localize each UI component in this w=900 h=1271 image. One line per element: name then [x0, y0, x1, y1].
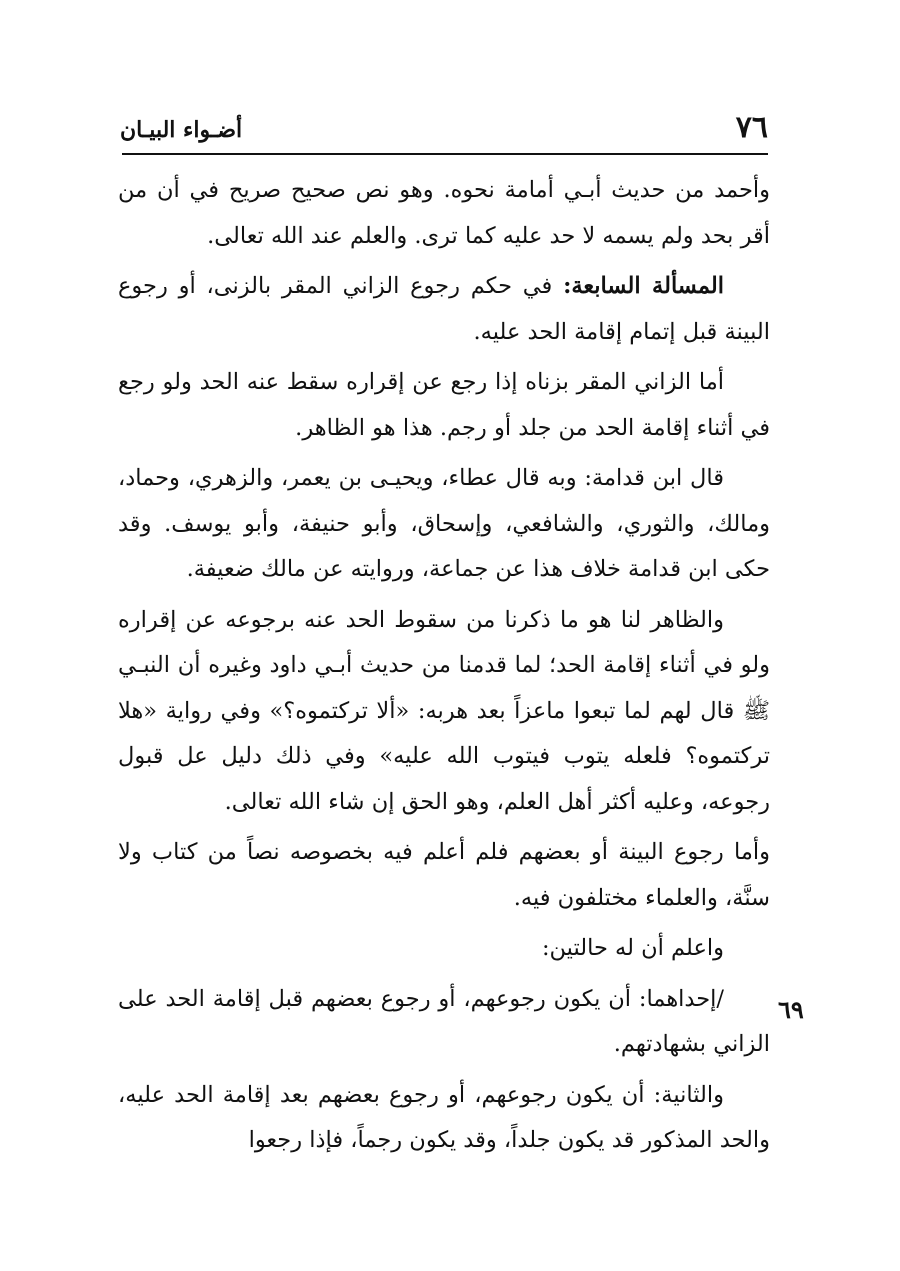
page-body: [118, 168, 770, 1169]
paragraph-9: والثانية: أن يكون رجوعهم، أو رجوع بعضهم بعد إقامة الحد عليه، والحد المذكور قد يكون جلداً، وقد يكون رجماً، فإذا رجعوا: [118, 1081, 770, 1153]
page-number: ٧٦: [735, 110, 768, 145]
header-rule: [122, 153, 768, 155]
page-header: [120, 108, 768, 148]
paragraph-3: أما الزاني المقر بزناه إذا رجع عن إقراره سقط عنه الحد ولو رجع في أثناء إقامة الحد من جلد أو رجم. هذا هو الظاهر.: [118, 369, 770, 441]
paragraph-5: والظاهر لنا هو ما ذكرنا من سقوط الحد عنه برجوعه عن إقراره ولو في أثناء إقامة الحد؛ لما قدمنا من حديث أبـي داود وغيره أن النبـي ﷺ قال لهم لما تبعوا ماعزاً بعد هربه: «ألا تركتموه؟» وفي رواية «هلا تركتموه؟ فلعله يتوب فيتوب الله عليه» وفي ذلك دليل عل قبول رجوعه، وعليه أكثر أهل العلم، وهو الحق إن شاء الله تعالى.: [118, 606, 770, 815]
paragraph-8: [118, 977, 770, 1068]
section-heading: المسألة السابعة:: [563, 273, 724, 299]
paragraph-7: واعلم أن له حالتين:: [541, 935, 724, 961]
margin-page-reference: ٦٩: [778, 995, 804, 1024]
running-title: أضـواء البيـان: [120, 117, 243, 143]
paragraph-8-text: إحداهما: أن يكون رجوعهم، أو رجوع بعضهم قبل إقامة الحد على الزاني بشهادتهم.: [118, 985, 770, 1057]
section-heading-text: في حكم رجوع الزاني المقر بالزنى، أو رجوع البينة قبل إتمام إقامة الحد عليه.: [118, 273, 770, 345]
paragraph-4: قال ابن قدامة: وبه قال عطاء، ويحيـى بن يعمر، والزهري، وحماد، ومالك، والثوري، والشافعي، وإسحاق، وأبو حنيفة، وأبو يوسف. وقد حكى ابن قدامة خلاف هذا عن جماعة، وروايته عن مالك ضعيفة.: [118, 465, 770, 582]
page-break-mark: /: [716, 985, 724, 1012]
paragraph-1: وأحمد من حديث أبـي أمامة نحوه. وهو نص صحيح صريح في أن من أقر بحد ولم يسمه لا حد عليه كما ترى. والعلم عند الله تعالى.: [118, 177, 770, 249]
paragraph-6: وأما رجوع البينة أو بعضهم فلم أعلم فيه بخصوصه نصاً من كتاب ولا سنَّة، والعلماء مختلفون فيه.: [118, 839, 770, 911]
paragraph-2: [118, 264, 770, 355]
